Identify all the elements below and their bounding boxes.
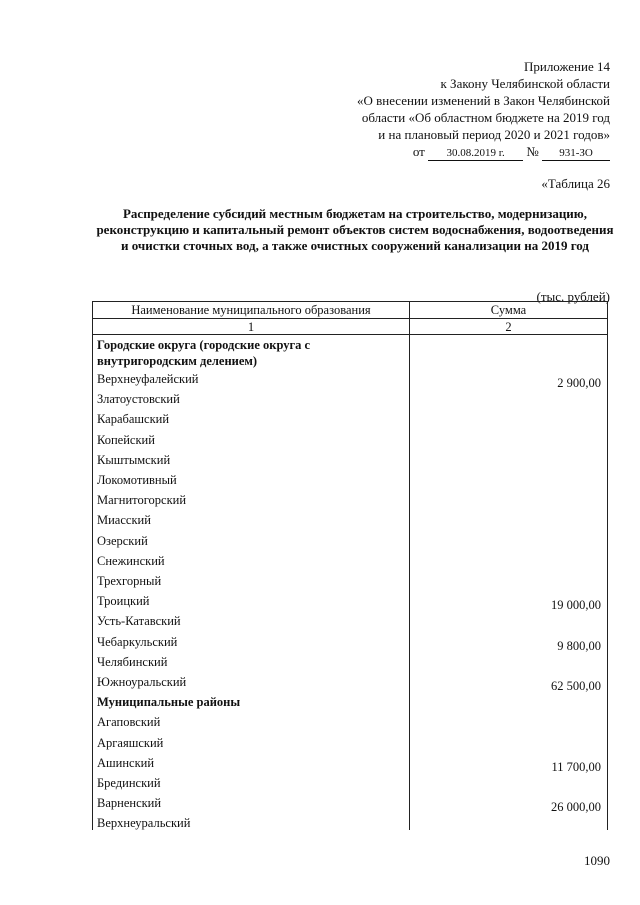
municipality-name: Муниципальные районы (97, 695, 241, 710)
document-title: Распределение субсидий местным бюджетам на строительство, модернизацию, реконструкцию и капитальный ремонт объектов систем водоснабжения, водоотведения и очистки сточных вод, а также очистных сооружений канализации на 2019 год (96, 206, 614, 253)
table-body (93, 335, 607, 830)
municipality-name: Варненский (97, 796, 162, 811)
municipality-name: Миасский (97, 513, 151, 528)
table-column-numbers (93, 318, 607, 335)
table-row (93, 775, 607, 795)
units-label: (тыс. рублей) (536, 289, 610, 304)
table-row (93, 755, 607, 775)
municipality-name: Златоустовский (97, 392, 180, 407)
municipality-name: Локомотивный (97, 473, 177, 487)
municipality-name: Аргаяшский (97, 735, 164, 750)
table-row (93, 735, 607, 755)
column-number-1: 1 (93, 319, 410, 334)
municipality-name: Верхнеуральский (97, 816, 191, 831)
municipality-name: Южноуральский (97, 675, 187, 689)
table-row (93, 613, 607, 633)
appendix-line: к Закону Челябинской области (440, 76, 610, 91)
number-label: № (526, 144, 539, 159)
municipality-name: Усть-Катавский (97, 614, 181, 629)
table-row (93, 512, 607, 532)
table-row (93, 553, 607, 573)
column-header-sum: Сумма (490, 303, 527, 317)
municipality-name: Кыштымский (97, 452, 171, 467)
municipality-name: Снежинский (97, 553, 165, 568)
subsidy-amount: 62 500,00 (551, 679, 601, 693)
table-row (93, 472, 607, 492)
table-row (93, 573, 607, 593)
from-label: от (412, 144, 425, 159)
appendix-line: Приложение 14 (523, 59, 610, 74)
table-row (93, 714, 607, 734)
table-row (93, 634, 607, 654)
appendix-header (310, 58, 610, 161)
municipality-name: Агаповский (97, 715, 161, 730)
municipality-name: Ашинский (97, 755, 155, 770)
law-date: 30.08.2019 г. (428, 147, 523, 161)
page-number: 1090 (584, 853, 610, 868)
column-header-name: Наименование муниципального образования (93, 302, 410, 318)
subsidy-table (92, 301, 608, 830)
law-number: 931-ЗО (542, 147, 610, 161)
appendix-line: и на плановый период 2020 и 2021 годов» (378, 127, 610, 142)
municipality-name: Копейский (97, 432, 155, 447)
municipality-name: Верхнеуфалейский (97, 372, 199, 386)
municipality-name: Брединский (97, 776, 161, 790)
municipality-name: Трехгорный (97, 574, 162, 588)
table-row (93, 533, 607, 553)
table-header-row (93, 301, 607, 318)
municipality-name: Челябинский (97, 654, 168, 669)
table-section-row (93, 694, 607, 714)
subsidy-amount: 26 000,00 (551, 800, 601, 815)
table-row (93, 654, 607, 674)
table-row (93, 452, 607, 472)
appendix-line: «О внесении изменений в Закон Челябинской (356, 93, 610, 108)
law-date-number (310, 143, 610, 161)
table-label: «Таблица 26 (541, 176, 610, 191)
table-row (93, 593, 607, 613)
table-row (93, 815, 607, 835)
table-row (93, 432, 607, 452)
subsidy-amount: 19 000,00 (551, 598, 601, 613)
municipality-name: Магнитогорский (97, 493, 187, 508)
subsidy-amount: 2 900,00 (557, 376, 601, 390)
table-row (93, 411, 607, 431)
table-row (93, 371, 607, 391)
municipality-name: Чебаркульский (97, 634, 178, 649)
municipality-name: Озерский (97, 533, 148, 548)
municipality-name: Городские округа (городские округа с внутригородским делением) (97, 338, 311, 368)
municipality-name: Карабашский (97, 412, 170, 427)
subsidy-amount: 9 800,00 (557, 638, 601, 653)
table-row (93, 795, 607, 815)
appendix-line: области «Об областном бюджете на 2019 год (361, 110, 610, 125)
table-row (93, 674, 607, 694)
column-number-2: 2 (505, 320, 512, 334)
table-section-row (93, 337, 607, 371)
municipality-name: Троицкий (97, 594, 150, 609)
table-row (93, 391, 607, 411)
subsidy-amount: 11 700,00 (551, 759, 601, 774)
table-row (93, 492, 607, 512)
